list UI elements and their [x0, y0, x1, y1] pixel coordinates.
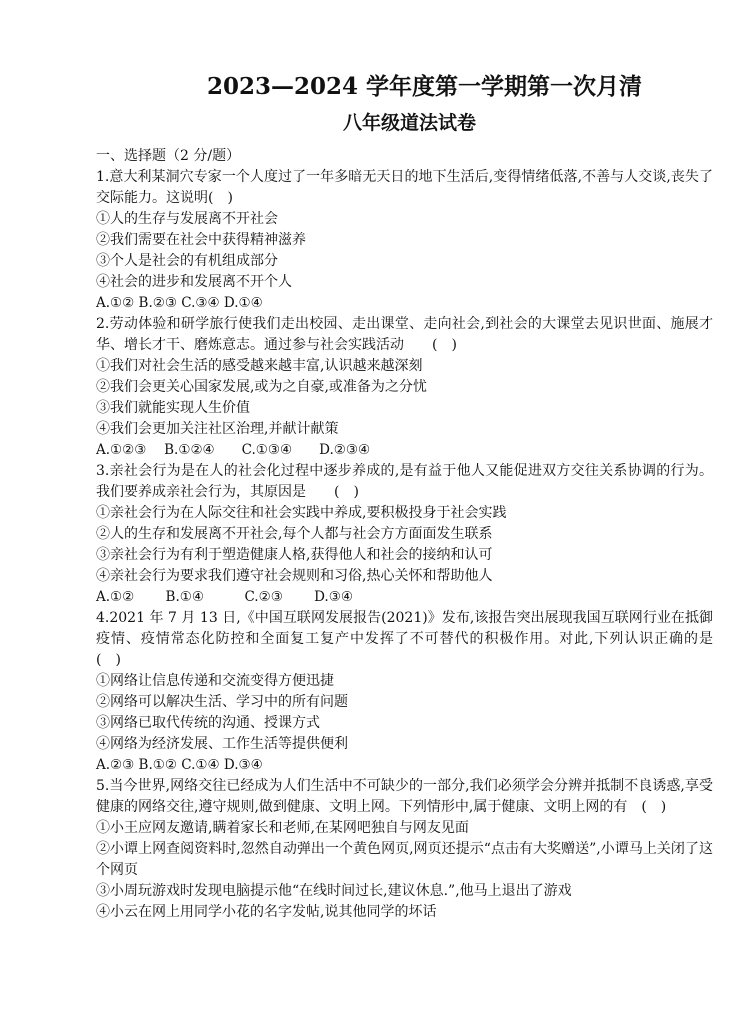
question-3 [96, 461, 713, 608]
question-item: ②我们会更关心国家发展,或为之自豪,或准备为之分忧 [96, 379, 427, 395]
answer-options: A.①② B.②③ C.③④ D.①④ [96, 295, 263, 311]
question-item: ①网络让信息传递和交流变得方便迅捷 [96, 673, 334, 689]
section-heading: 一、选择题（2 分/题） [96, 148, 241, 164]
question-4 [96, 608, 727, 776]
question-item: ③我们就能实现人生价值 [96, 400, 250, 416]
question-item: ④亲社会行为要求我们遵守社会规则和习俗,热心关怀和帮助他人 [96, 568, 493, 584]
question-5 [96, 776, 713, 923]
answer-options: A.①②③ B.①②④ C.①③④ D.②③④ [96, 442, 371, 458]
question-item: ②人的生存和发展离不开社会,每个人都与社会方方面面发生联系 [96, 526, 493, 542]
question-item: ④社会的进步和发展离不开个人 [96, 274, 292, 290]
question-2 [96, 314, 713, 461]
question-item: ①人的生存与发展离不开社会 [96, 211, 278, 227]
question-item: ③小周玩游戏时发现电脑提示他“在线时间过长,建议休息.”,他马上退出了游戏 [96, 883, 572, 899]
question-item: ④小云在网上用同学小花的名字发帖,说其他同学的坏话 [96, 904, 437, 920]
question-item: ③亲社会行为有利于塑造健康人格,获得他人和社会的接纳和认可 [96, 547, 493, 563]
page-title: 2023—2024 学年度第一学期第一次月清 [206, 73, 643, 100]
question-item: ④我们会更加关注社区治理,并献计献策 [96, 421, 339, 437]
question-item: ①亲社会行为在人际交往和社会实践中养成,要积极投身于社会实践 [96, 505, 507, 521]
question-stem: 1.意大利某洞穴专家一个人度过了一年多暗无天日的地下生活后,变得情绪低落,不善与人交谈,丧失了交际能力。这说明( ) [96, 169, 713, 206]
question-item: ②网络可以解决生活、学习中的所有问题 [96, 694, 348, 710]
question-stem: 4.2021 年 7 月 13 日,《中国互联网发展报告(2021)》发布,该报告突出展现我国互联网行业在抵御疫情、疫情常态化防控和全面复工复产中发挥了不可替代的积极作用。对此,下列认识正确的是 ( ) [96, 610, 727, 668]
answer-options: A.②③ B.①② C.①④ D.③④ [96, 757, 263, 773]
question-item: ②我们需要在社会中获得精神滋养 [96, 232, 306, 248]
question-stem: 3.亲社会行为是在人的社会化过程中逐步养成的,是有益于他人又能促进双方交往关系协调的行为。我们要养成亲社会行为，其原因是 ( ) [96, 463, 713, 500]
page-subtitle: 八年级道法试卷 [342, 112, 476, 134]
question-item: ④网络为经济发展、工作生活等提供便利 [96, 736, 348, 752]
question-stem: 2.劳动体验和研学旅行使我们走出校园、走出课堂、走向社会,到社会的大课堂去见识世面、施展才华、增长才干、磨炼意志。通过参与社会实践活动 ( ) [96, 316, 713, 353]
question-1 [96, 167, 713, 314]
answer-options: A.①② B.①④ C.②③ D.③④ [96, 589, 353, 605]
question-item: ③个人是社会的有机组成部分 [96, 253, 278, 269]
question-item: ③网络已取代传统的沟通、授课方式 [96, 715, 320, 731]
question-item: ①我们对社会生活的感受越来越丰富,认识越来越深刻 [96, 358, 423, 374]
question-stem: 5.当今世界,网络交往已经成为人们生活中不可缺少的一部分,我们必须学会分辨并抵制不良诱惑,享受健康的网络交往,遵守规则,做到健康、文明上网。下列情形中,属于健康、文明上网的有 ( ) [96, 778, 713, 815]
question-item: ②小谭上网查阅资料时,忽然自动弹出一个黄色网页,网页还提示“点击有大奖赠送”,小谭马上关闭了这个网页 [96, 841, 713, 878]
question-item: ①小王应网友邀请,瞒着家长和老师,在某网吧独自与网友见面 [96, 820, 469, 836]
